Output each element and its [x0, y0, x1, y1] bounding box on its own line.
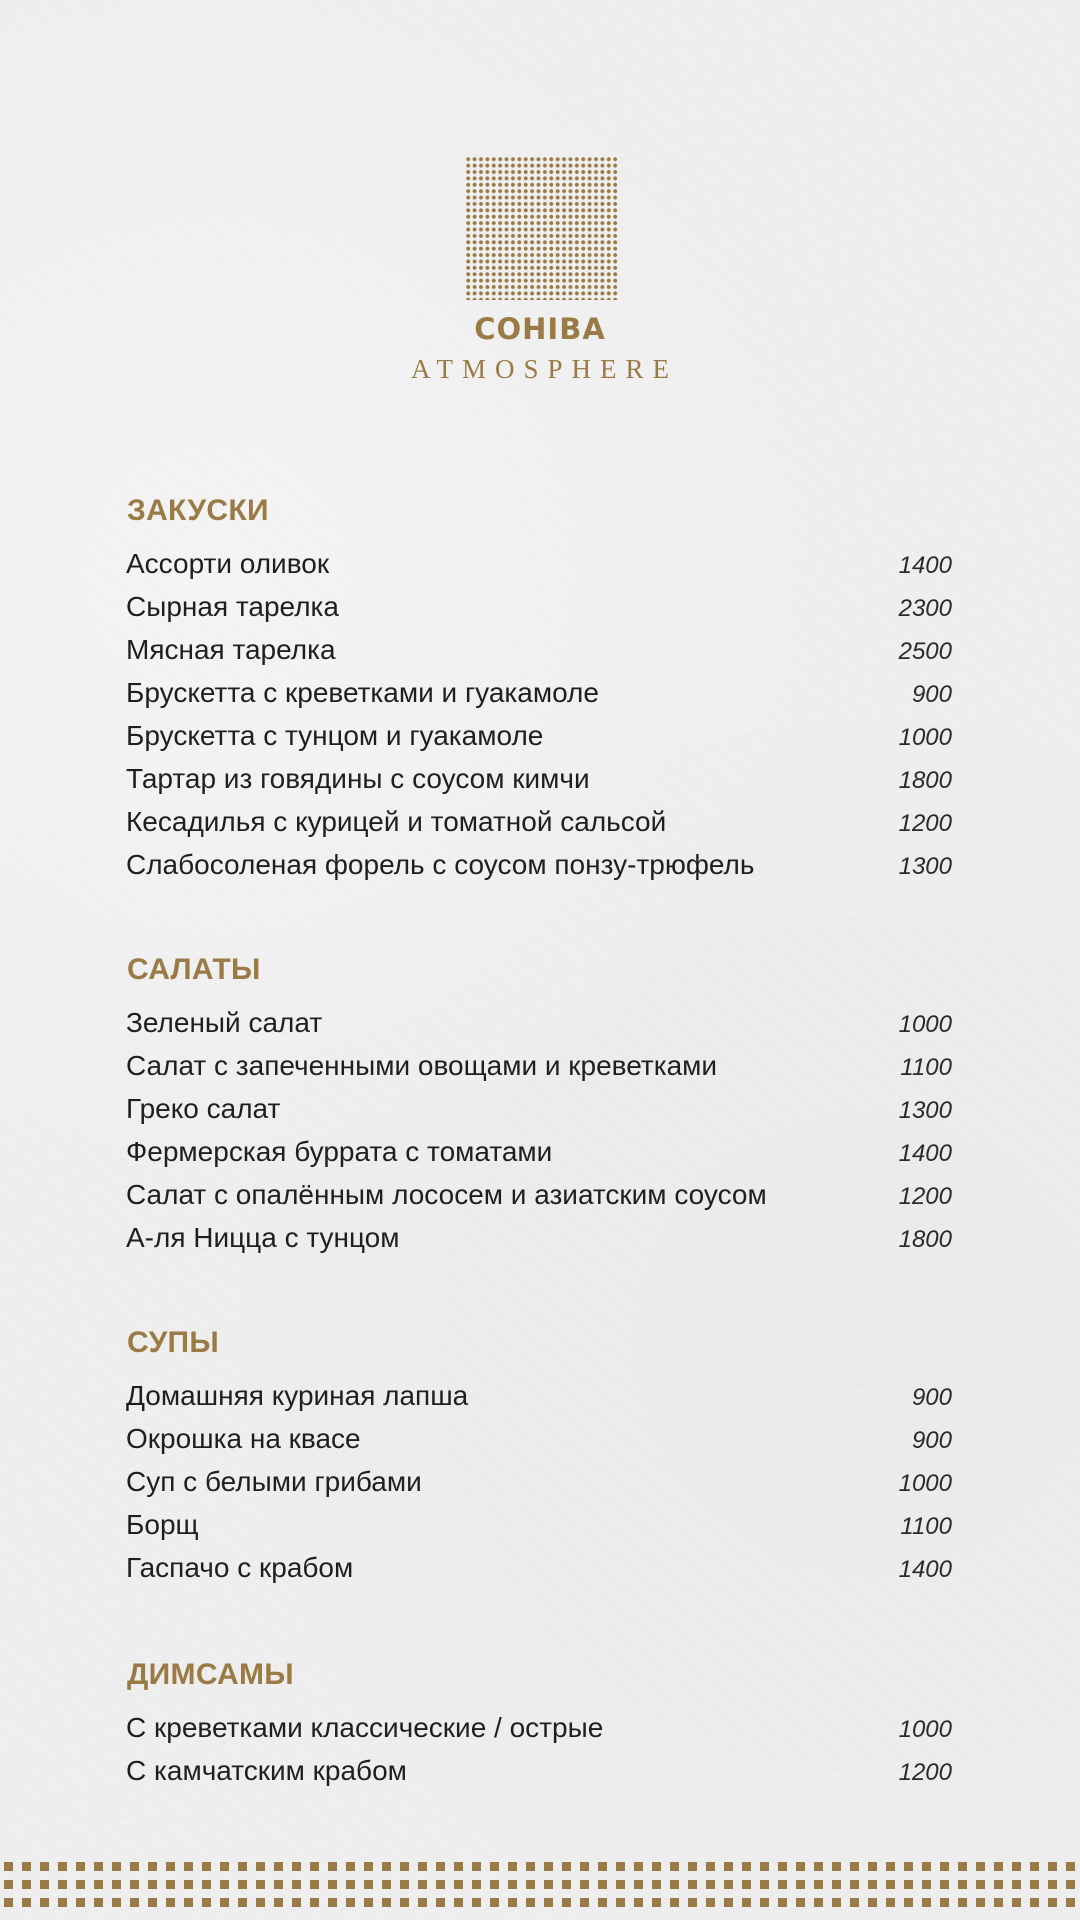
item-name: Гаспачо с крабом	[126, 1552, 354, 1583]
menu-item	[126, 591, 952, 634]
brand-tagline: ATMOSPHERE	[410, 354, 679, 384]
item-price: 900	[911, 1427, 952, 1454]
item-name: Фермерская буррата с томатами	[126, 1136, 553, 1167]
menu-item	[126, 1050, 952, 1093]
item-price: 1000	[898, 1011, 952, 1038]
menu-item	[126, 1222, 952, 1265]
menu-section-salads	[126, 953, 952, 1265]
menu-item	[126, 849, 952, 892]
item-price: 1200	[898, 1183, 952, 1210]
footer-pattern-row	[0, 1898, 1080, 1907]
menu-item	[126, 1755, 952, 1798]
item-price: 900	[911, 1384, 952, 1411]
item-price: 1000	[898, 1470, 952, 1497]
item-price: 1800	[898, 1226, 952, 1253]
menu-item	[126, 1179, 952, 1222]
menu-item	[126, 1712, 952, 1755]
item-name: Борщ	[126, 1509, 199, 1540]
menu-item	[126, 634, 952, 677]
menu-item	[126, 677, 952, 720]
menu-item	[126, 806, 952, 849]
item-price: 1300	[898, 853, 952, 880]
item-price: 1800	[898, 767, 952, 794]
item-name: С камчатским крабом	[126, 1755, 407, 1786]
section-title: СУПЫ	[127, 1326, 220, 1359]
item-name: Домашняя куриная лапша	[126, 1380, 469, 1411]
section-title: САЛАТЫ	[127, 953, 261, 986]
item-name: Тартар из говядины с соусом кимчи	[126, 763, 590, 794]
item-name: Салат с опалённым лососем и азиатским соусом	[126, 1179, 767, 1210]
menu-item	[126, 548, 952, 591]
menu-item	[126, 763, 952, 806]
footer-pattern-row	[0, 1880, 1080, 1889]
section-title: ДИМСАМЫ	[127, 1658, 294, 1691]
menu-section-soups	[126, 1326, 952, 1595]
menu-item	[126, 720, 952, 763]
item-price: 1300	[898, 1097, 952, 1124]
menu-item	[126, 1093, 952, 1136]
menu-item	[126, 1007, 952, 1050]
item-name: Суп с белыми грибами	[126, 1466, 422, 1497]
menu-section-appetizers	[126, 494, 952, 892]
item-name: Зеленый салат	[126, 1007, 323, 1038]
item-price: 2500	[898, 638, 952, 665]
menu-item	[126, 1466, 952, 1509]
item-price: 2300	[898, 595, 952, 622]
item-price: 1400	[898, 1556, 952, 1583]
item-name: Окрошка на квасе	[126, 1423, 361, 1454]
item-name: Брускетта с креветками и гуакамоле	[126, 677, 599, 708]
item-price: 1400	[898, 1140, 952, 1167]
item-price: 900	[911, 681, 952, 708]
menu-item	[126, 1509, 952, 1552]
menu-item	[126, 1423, 952, 1466]
menu-item	[126, 1552, 952, 1595]
item-price: 1200	[898, 1759, 952, 1786]
item-price: 1200	[898, 810, 952, 837]
item-name: Мясная тарелка	[126, 634, 336, 665]
item-price: 1000	[898, 724, 952, 751]
menu-section-dimsums	[126, 1658, 952, 1798]
item-name: А-ля Ницца с тунцом	[126, 1222, 400, 1253]
footer-pattern-row	[0, 1862, 1080, 1871]
section-title: ЗАКУСКИ	[127, 494, 269, 527]
dot-grid-logo-icon	[465, 156, 619, 300]
item-name: Ассорти оливок	[126, 548, 330, 579]
menu-item	[126, 1136, 952, 1179]
menu-item	[126, 1380, 952, 1423]
item-price: 1100	[900, 1513, 952, 1540]
brand-name: COHIBA	[474, 312, 606, 346]
item-name: Брускетта с тунцом и гуакамоле	[126, 720, 544, 751]
item-price: 1000	[898, 1716, 952, 1743]
item-name: С креветками классические / острые	[126, 1712, 604, 1743]
item-name: Слабосоленая форель с соусом понзу-трюфель	[126, 849, 755, 880]
item-name: Кесадилья с курицей и томатной сальсой	[126, 806, 667, 837]
item-name: Греко салат	[126, 1093, 281, 1124]
item-price: 1100	[900, 1054, 952, 1081]
item-name: Сырная тарелка	[126, 591, 339, 622]
item-price: 1400	[898, 552, 952, 579]
item-name: Салат с запеченными овощами и креветками	[126, 1050, 718, 1081]
